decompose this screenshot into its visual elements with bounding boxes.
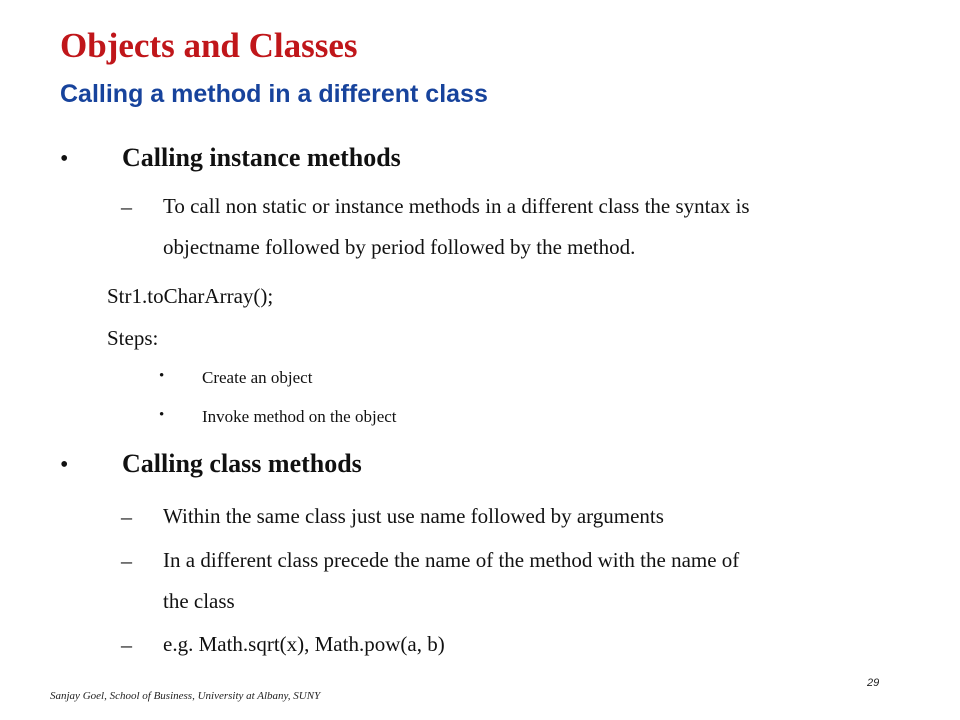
text-line: To call non static or instance methods in a different class the syntax is bbox=[163, 194, 750, 218]
code-example: Str1.toCharArray(); bbox=[107, 284, 274, 308]
step-bullet: • bbox=[159, 368, 165, 384]
slide-subtitle: Calling a method in a different class bbox=[60, 80, 488, 108]
dash-marker: – bbox=[121, 194, 132, 219]
footer-credit: Sanjay Goel, School of Business, University at Albany, SUNY bbox=[50, 690, 321, 702]
bullet-dot: • bbox=[60, 146, 69, 172]
page-number: 29 bbox=[867, 677, 880, 689]
text-line: e.g. Math.sqrt(x), Math.pow(a, b) bbox=[163, 632, 445, 656]
step-item: Create an object bbox=[202, 368, 313, 387]
dash-marker: – bbox=[121, 504, 132, 529]
example-description bbox=[163, 624, 445, 665]
dash-marker: – bbox=[121, 548, 132, 573]
steps-label: Steps: bbox=[107, 326, 159, 350]
section-heading-class-methods: Calling class methods bbox=[122, 449, 362, 478]
text-line: In a different class precede the name of the method with the name of bbox=[163, 548, 740, 572]
text-line: Within the same class just use name followed by arguments bbox=[163, 504, 664, 528]
instance-method-description bbox=[163, 186, 750, 268]
dash-marker: – bbox=[121, 632, 132, 657]
same-class-description bbox=[163, 496, 664, 537]
step-bullet: • bbox=[159, 407, 165, 423]
section-heading-instance-methods: Calling instance methods bbox=[122, 143, 401, 172]
bullet-dot: • bbox=[60, 452, 69, 478]
slide-title: Objects and Classes bbox=[60, 26, 358, 65]
different-class-description bbox=[163, 540, 739, 622]
text-line: the class bbox=[163, 589, 235, 613]
text-line: objectname followed by period followed by the method. bbox=[163, 235, 636, 259]
step-item: Invoke method on the object bbox=[202, 407, 397, 426]
